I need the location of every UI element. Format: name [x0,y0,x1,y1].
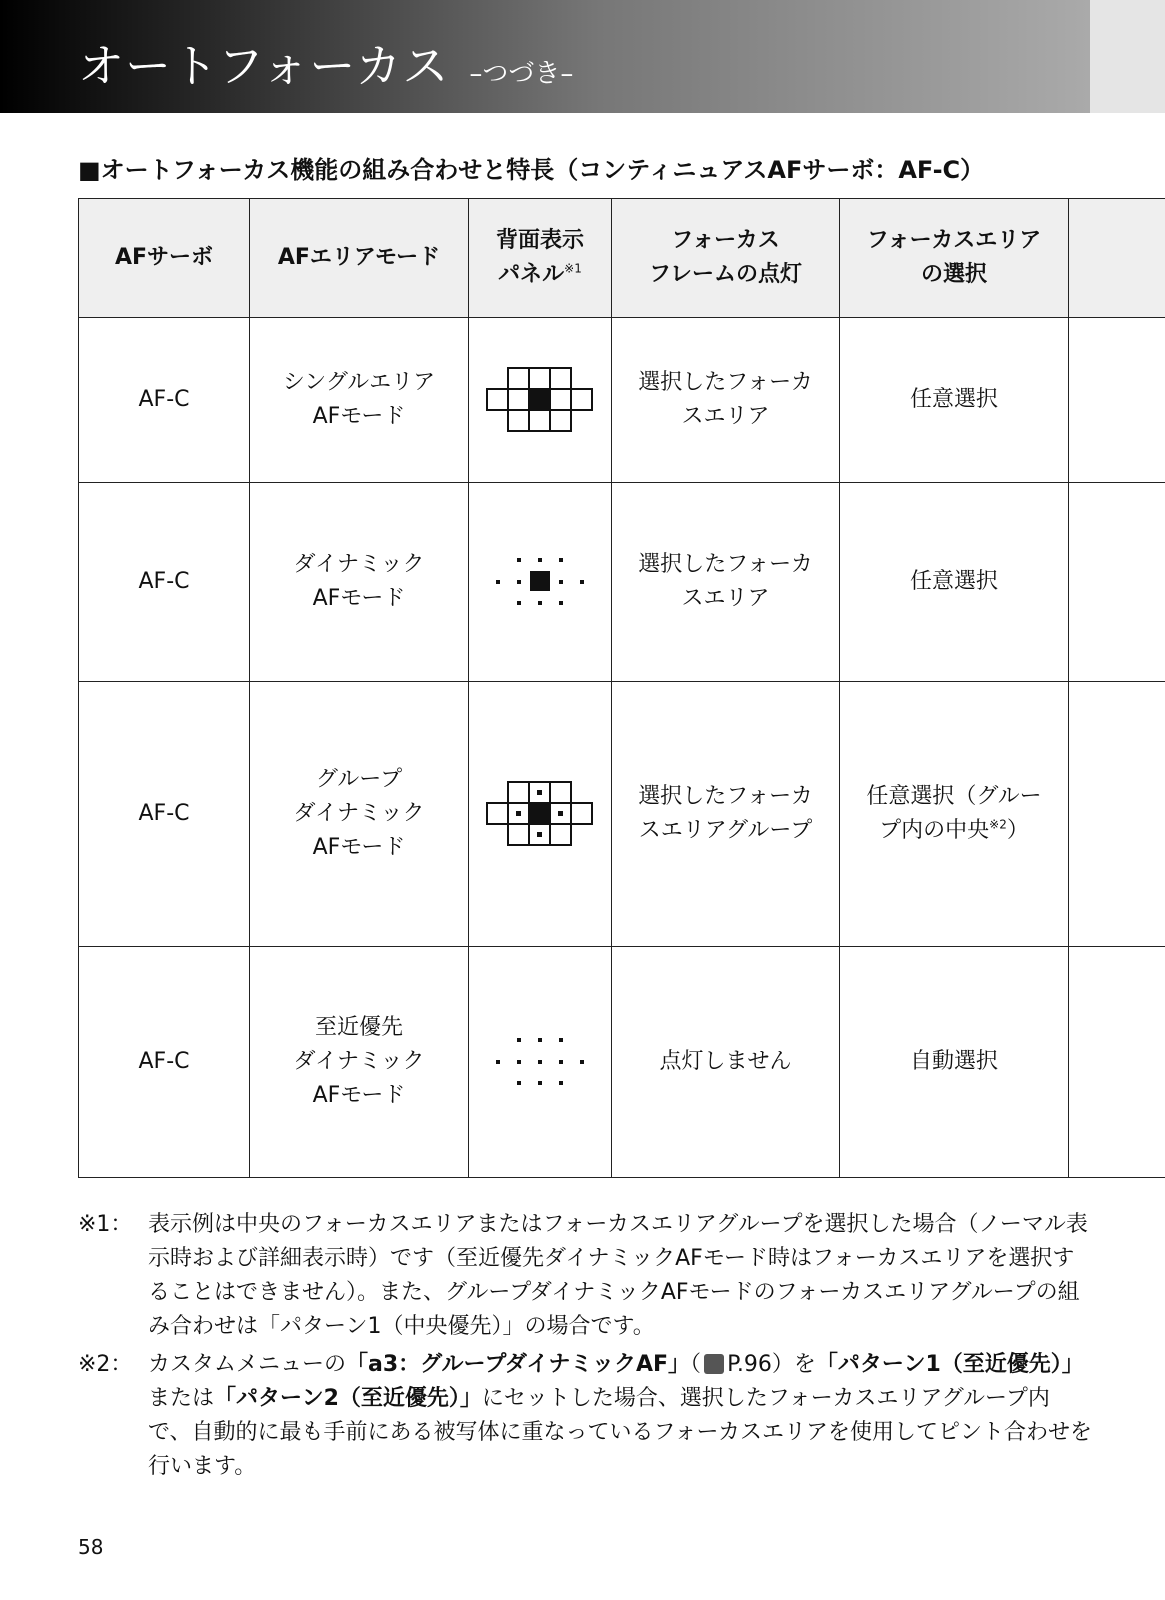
cell-area-mode [250,318,469,483]
select-line: 任意選択（グルー [866,784,1042,809]
cell-panel [469,682,612,947]
section-heading: ■オートフォーカス機能の組み合わせと特長（コンティニュアスAFサーボ：AF-C） [78,156,985,184]
table-header-row [79,199,1165,318]
frame-line: スエリア [681,404,770,429]
header-select-line1: フォーカスエリア [866,228,1042,253]
mode-line: AFモード [312,835,406,860]
mode-line: ダイナミック [293,552,425,577]
cell-area-selection: 自動選択 [840,947,1069,1178]
cell-servo: AF-C [79,682,250,947]
cell-area-mode [250,682,469,947]
footnote-text-part: （ [690,1352,702,1377]
header-af-area-mode: AFエリアモード [250,199,469,318]
cell-panel [469,947,612,1178]
table-row [79,318,1165,483]
cell-area-selection: 任意選択 [840,318,1069,483]
cell-focus-frame: 点灯しません [612,947,840,1178]
select-tail: ） [1006,818,1029,843]
closest-subject-dots-icon [486,1029,594,1095]
cell-area-selection: 任意選択 [840,483,1069,682]
frame-line: 選択したフォーカ [638,552,813,577]
mode-line: 至近優先 [314,1015,403,1040]
footnote-2 [78,1348,1093,1484]
page-reference-icon [704,1354,724,1374]
footnote-bold-text: 「パターン2（至近優先）」 [214,1386,482,1411]
header-panel-line2: パネル [498,262,565,287]
footnote-text-part: カスタムメニューの [148,1352,347,1377]
header-control-panel [469,199,612,318]
header-area-selection [840,199,1069,318]
mode-line: シングルエリア [282,370,436,395]
mode-line: AFモード [312,586,406,611]
page-title-sub: –つづき– [469,59,574,89]
header-frame-line2: フレームの点灯 [648,262,803,287]
single-area-grid-icon [486,367,594,433]
footnote-text-part: または [148,1386,215,1411]
footnote-bold-text: 「a3：グループダイナミックAF」 [346,1352,691,1377]
table-row [79,483,1165,682]
mode-line: グループ [315,767,403,792]
footnote-bold-text: 「パターン1（至近優先）」 [815,1352,1084,1377]
cell-focus-frame [612,682,840,947]
cell-focus-frame [612,483,840,682]
page-title-main: オートフォーカス [78,39,450,93]
cell-empty [1069,483,1165,682]
footnote-text-part: にセットした場合、選択したフォーカスエリアグループ内で、自動的に最も手前にある被写体に重なっているフォーカスエリアを使用してピント合わせを行います。 [148,1386,1093,1479]
cell-servo: AF-C [79,947,250,1178]
header-empty-column [1069,199,1165,318]
header-select-line2: の選択 [920,262,987,287]
page-number: 58 [78,1535,104,1559]
page-title [78,30,573,96]
table-row [79,682,1165,947]
mode-line: AFモード [312,1083,406,1108]
frame-line: スエリアグループ [638,818,813,843]
footnote-mark: ※2： [78,1352,133,1377]
cell-area-mode [250,947,469,1178]
footnotes [78,1208,1093,1488]
group-dynamic-grid-icon [486,781,594,847]
af-combination-table [78,198,1165,1178]
cell-empty [1069,947,1165,1178]
cell-servo: AF-C [79,318,250,483]
cell-empty [1069,682,1165,947]
cell-empty [1069,318,1165,483]
select-footnote-ref: ※2 [989,817,1007,832]
header-frame-line1: フォーカス [671,228,780,253]
header-af-servo: AFサーボ [79,199,250,318]
frame-line: 選択したフォーカ [638,784,813,809]
header-focus-frame [612,199,840,318]
table-row [79,947,1165,1178]
select-line: プ内の中央 [879,818,990,843]
mode-line: ダイナミック [293,1049,425,1074]
dynamic-dots-icon [486,549,594,615]
cell-servo: AF-C [79,483,250,682]
mode-line: ダイナミック [293,801,425,826]
mode-line: AFモード [312,404,406,429]
cell-focus-frame [612,318,840,483]
footnote-mark: ※1： [78,1212,133,1237]
frame-line: スエリア [681,586,770,611]
cell-panel [469,318,612,483]
cell-area-mode [250,483,469,682]
header-panel-note: ※1 [564,261,582,276]
cell-area-selection [840,682,1069,947]
footnote-text: 表示例は中央のフォーカスエリアまたはフォーカスエリアグループを選択した場合（ノーマル表示時および詳細表示時）です（至近優先ダイナミックAFモード時はフォーカスエリアを選択することはできません）。また、グループダイナミックAFモードのフォーカスエリアグループの組み合わせは「パターン1（中央優先）」の場合です。 [148,1212,1088,1339]
title-banner-tab [1090,0,1165,113]
header-panel-line1: 背面表示 [495,228,584,253]
footnote-1 [78,1208,1093,1344]
footnote-page-ref: P.96）を [727,1352,816,1377]
frame-line: 選択したフォーカ [638,370,813,395]
cell-panel [469,483,612,682]
